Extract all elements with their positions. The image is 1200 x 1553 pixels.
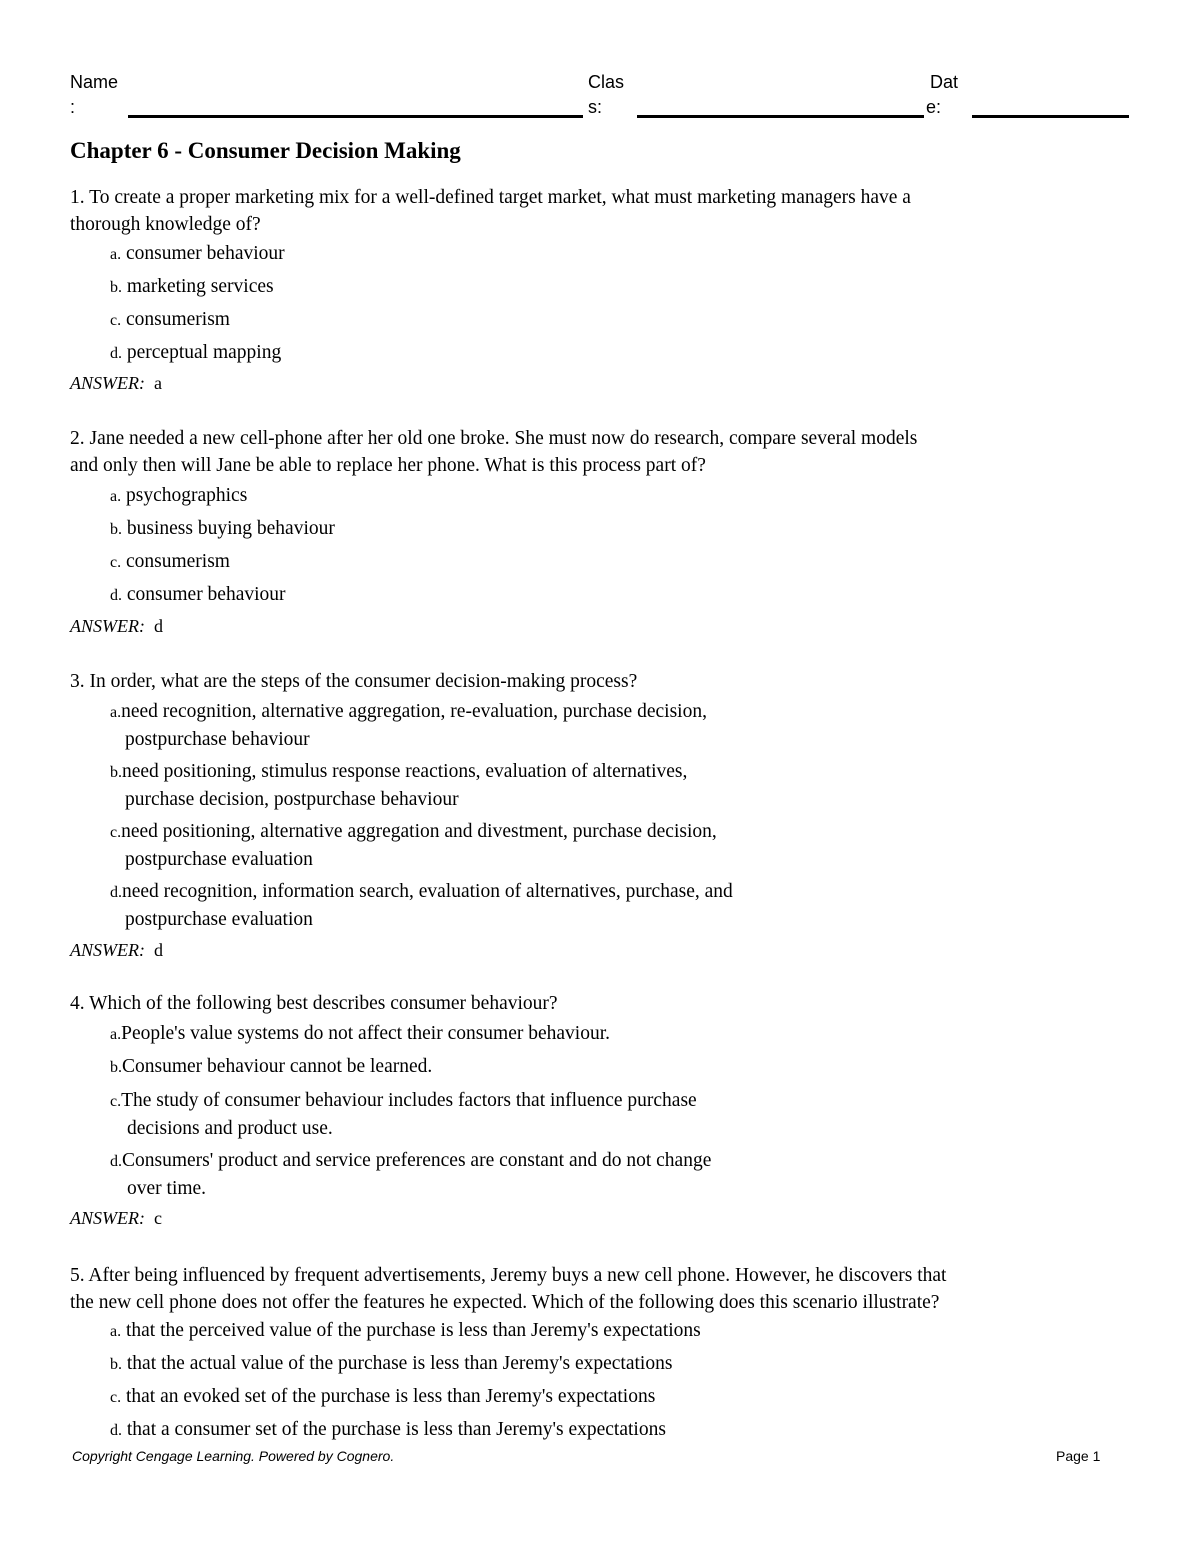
option-letter: b. bbox=[110, 1356, 122, 1373]
answer-value: a bbox=[153, 373, 162, 393]
question-1 bbox=[70, 184, 1140, 238]
page-number: Page 1 bbox=[1056, 1448, 1101, 1464]
date-label-colon: e: bbox=[926, 97, 942, 117]
option-letter: d. bbox=[110, 1422, 122, 1439]
option-letter: d. bbox=[110, 587, 122, 604]
option-letter: a. bbox=[110, 704, 122, 721]
option-1a[interactable] bbox=[110, 240, 285, 268]
option-2b[interactable] bbox=[110, 515, 335, 543]
option-text-cont: postpurchase evaluation bbox=[125, 909, 313, 930]
option-text: need positioning, alternative aggregation and divestment, purchase decision, bbox=[121, 821, 717, 842]
question-5 bbox=[70, 1262, 1140, 1316]
copyright-notice: Copyright Cengage Learning. Powered by Cognero. bbox=[72, 1448, 395, 1464]
option-letter: b. bbox=[110, 521, 122, 538]
option-letter: a. bbox=[110, 1323, 122, 1340]
question-text-line: 3. In order, what are the steps of the consumer decision-making process? bbox=[70, 671, 638, 692]
question-2 bbox=[70, 425, 1140, 479]
option-letter: b. bbox=[110, 279, 122, 296]
option-text: that a consumer set of the purchase is less than Jeremy's expectations bbox=[126, 1419, 666, 1440]
name-field[interactable] bbox=[128, 115, 583, 118]
date-label: Dat bbox=[930, 72, 959, 92]
option-4c[interactable] bbox=[110, 1087, 697, 1142]
answer-value: d bbox=[153, 940, 163, 960]
option-letter: c. bbox=[110, 312, 122, 329]
option-1c[interactable] bbox=[110, 306, 230, 334]
answer-label: ANSWER: bbox=[70, 616, 145, 636]
chapter-title: Chapter 6 - Consumer Decision Making bbox=[70, 138, 461, 163]
option-text: consumer behaviour bbox=[125, 243, 285, 264]
name-label-colon: : bbox=[70, 97, 76, 117]
answer-label: ANSWER: bbox=[70, 373, 145, 393]
answer-1 bbox=[70, 373, 162, 394]
option-letter: c. bbox=[110, 554, 122, 571]
option-text: consumerism bbox=[125, 309, 230, 330]
question-text-line: and only then will Jane be able to replace her phone. What is this process part of? bbox=[70, 455, 706, 476]
option-5b[interactable] bbox=[110, 1350, 672, 1378]
option-3c[interactable] bbox=[110, 818, 717, 873]
answer-2 bbox=[70, 616, 163, 637]
option-letter: a. bbox=[110, 1026, 122, 1043]
option-4b[interactable] bbox=[110, 1053, 432, 1081]
option-letter: b. bbox=[110, 1059, 122, 1076]
question-4 bbox=[70, 990, 1140, 1017]
question-text-line: 2. Jane needed a new cell-phone after her old one broke. She must now do research, compare several models bbox=[70, 428, 918, 449]
option-text: The study of consumer behaviour includes factors that influence purchase bbox=[121, 1090, 697, 1111]
option-4a[interactable] bbox=[110, 1020, 610, 1048]
option-text: consumer behaviour bbox=[126, 584, 286, 605]
date-field[interactable] bbox=[972, 115, 1129, 118]
option-5a[interactable] bbox=[110, 1317, 701, 1345]
option-text: that an evoked set of the purchase is less than Jeremy's expectations bbox=[125, 1386, 656, 1407]
option-text: perceptual mapping bbox=[126, 342, 282, 363]
option-2a[interactable] bbox=[110, 482, 247, 510]
option-1d[interactable] bbox=[110, 339, 281, 367]
option-text: Consumer behaviour cannot be learned. bbox=[122, 1056, 433, 1077]
option-letter: c. bbox=[110, 1389, 122, 1406]
option-letter: d. bbox=[110, 1153, 122, 1170]
name-label: Name bbox=[70, 72, 119, 92]
option-2d[interactable] bbox=[110, 581, 286, 609]
option-text-cont: purchase decision, postpurchase behaviour bbox=[125, 789, 459, 810]
option-2c[interactable] bbox=[110, 548, 230, 576]
option-text: that the actual value of the purchase is less than Jeremy's expectations bbox=[126, 1353, 673, 1374]
option-text: Consumers' product and service preferences are constant and do not change bbox=[122, 1150, 712, 1171]
question-text-line: 4. Which of the following best describes consumer behaviour? bbox=[70, 993, 558, 1014]
option-5c[interactable] bbox=[110, 1383, 655, 1411]
option-3d[interactable] bbox=[110, 878, 733, 933]
option-text-cont: postpurchase evaluation bbox=[125, 849, 313, 870]
answer-3 bbox=[70, 940, 163, 961]
question-text-line: the new cell phone does not offer the features he expected. Which of the following does this scenario illustrate? bbox=[70, 1292, 940, 1313]
option-text: marketing services bbox=[126, 276, 274, 297]
option-letter: d. bbox=[110, 345, 122, 362]
option-text: need recognition, alternative aggregation, re-evaluation, purchase decision, bbox=[121, 701, 707, 722]
option-text: consumerism bbox=[125, 551, 230, 572]
answer-value: c bbox=[153, 1208, 162, 1228]
option-letter: a. bbox=[110, 488, 122, 505]
answer-label: ANSWER: bbox=[70, 1208, 145, 1228]
option-letter: c. bbox=[110, 824, 122, 841]
class-label: Clas bbox=[588, 72, 625, 92]
question-text-line: 5. After being influenced by frequent advertisements, Jeremy buys a new cell phone. However, he discovers that bbox=[70, 1265, 947, 1286]
question-3 bbox=[70, 668, 1140, 695]
option-1b[interactable] bbox=[110, 273, 274, 301]
option-text-cont: postpurchase behaviour bbox=[125, 729, 310, 750]
answer-4 bbox=[70, 1208, 162, 1229]
option-5d[interactable] bbox=[110, 1416, 666, 1444]
option-text: People's value systems do not affect their consumer behaviour. bbox=[121, 1023, 611, 1044]
class-label-colon: s: bbox=[588, 97, 603, 117]
option-letter: a. bbox=[110, 246, 122, 263]
option-letter: d. bbox=[110, 884, 122, 901]
option-text-cont: decisions and product use. bbox=[127, 1118, 333, 1139]
option-3a[interactable] bbox=[110, 698, 707, 753]
option-text: psychographics bbox=[125, 485, 248, 506]
option-text: business buying behaviour bbox=[126, 518, 335, 539]
answer-value: d bbox=[153, 616, 163, 636]
option-4d[interactable] bbox=[110, 1147, 711, 1202]
answer-label: ANSWER: bbox=[70, 940, 145, 960]
question-text-line: 1. To create a proper marketing mix for a well-defined target market, what must marketing managers have a bbox=[70, 187, 911, 208]
question-text-line: thorough knowledge of? bbox=[70, 214, 261, 235]
option-text: need recognition, information search, evaluation of alternatives, purchase, and bbox=[122, 881, 733, 902]
option-text-cont: over time. bbox=[127, 1178, 207, 1199]
class-field[interactable] bbox=[637, 115, 924, 118]
option-text: need positioning, stimulus response reactions, evaluation of alternatives, bbox=[122, 761, 688, 782]
option-letter: c. bbox=[110, 1093, 122, 1110]
option-text: that the perceived value of the purchase is less than Jeremy's expectations bbox=[125, 1320, 701, 1341]
option-letter: b. bbox=[110, 764, 122, 781]
option-3b[interactable] bbox=[110, 758, 687, 813]
